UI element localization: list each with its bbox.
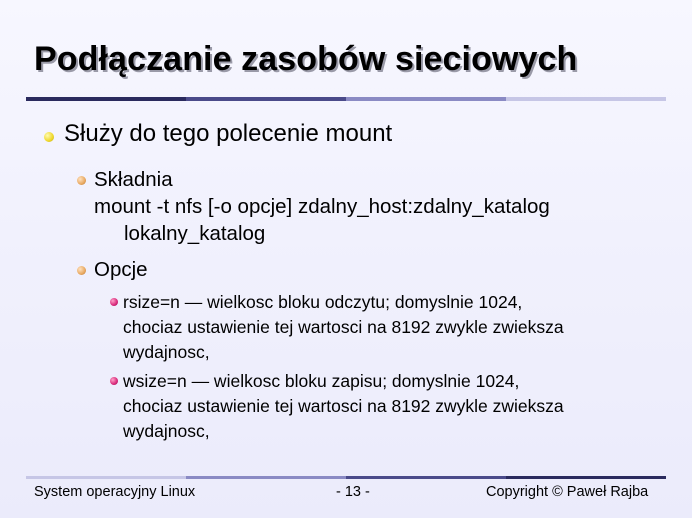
- skladnia-line-1: mount -t nfs [-o opcje] zdalny_host:zdalny_katalog: [94, 195, 550, 218]
- footer-divider-segment-4: [506, 476, 666, 479]
- rsize-line-2: chociaz ustawienie tej wartosci na 8192 zwykle zwieksza: [123, 317, 564, 337]
- bullet-dot-rsize: [110, 298, 118, 306]
- opcje-heading: Opcje: [94, 258, 148, 281]
- title-divider-segment-4: [506, 97, 666, 101]
- rsize-line-1: rsize=n — wielkosc bloku odczytu; domyslnie 1024,: [123, 292, 523, 312]
- bullet-dot-wsize: [110, 377, 118, 385]
- bullet-dot-skladnia: [77, 176, 86, 185]
- footer-page-number: - 13 -: [336, 484, 370, 500]
- bullet-dot-l1: [44, 132, 54, 142]
- footer-left: System operacyjny Linux: [34, 484, 196, 500]
- wsize-line-3: wydajnosc,: [123, 421, 210, 441]
- rsize-line-3: wydajnosc,: [123, 342, 210, 362]
- skladnia-line-2: lokalny_katalog: [124, 222, 266, 245]
- title-divider-segment-3: [346, 97, 506, 101]
- wsize-line-1: wsize=n — wielkosc bloku zapisu; domyslnie 1024,: [123, 371, 520, 391]
- footer-divider-segment-3: [346, 476, 506, 479]
- bullet-main: Służy do tego polecenie mount: [64, 120, 393, 147]
- footer-right: Copyright © Paweł Rajba: [486, 484, 649, 500]
- title-divider-segment-2: [186, 97, 346, 101]
- footer-divider-segment-2: [186, 476, 346, 479]
- footer-divider-segment-1: [26, 476, 186, 479]
- title-divider-segment-1: [26, 97, 186, 101]
- slide-title: Podłączanie zasobów sieciowych: [34, 40, 578, 78]
- bullet-dot-opcje: [77, 266, 86, 275]
- wsize-line-2: chociaz ustawienie tej wartosci na 8192 zwykle zwieksza: [123, 396, 564, 416]
- skladnia-heading: Składnia: [94, 168, 173, 191]
